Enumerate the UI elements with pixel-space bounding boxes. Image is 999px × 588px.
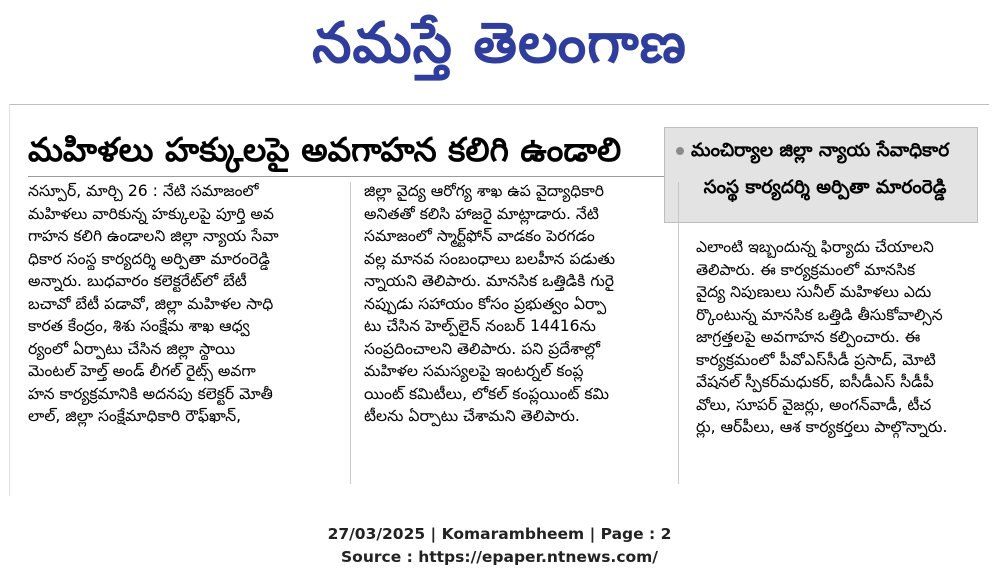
body-line: అనితతో కలిసి హాజరై మాట్లాడారు. నేటి xyxy=(364,204,599,223)
highlight-subhead-line-2: సంస్థ కార్యదర్శి అర్పితా మారంరెడ్డి xyxy=(703,177,947,198)
body-line: అన్నారు. బుధవారం కలెక్టరేట్‌లో బేటీ xyxy=(28,272,247,290)
body-line: నస్పూర్, మార్చి 26 : నేటి సమాజంలో xyxy=(28,182,259,200)
body-line: నప్పుడు సహాయం కోసం ప్రభుత్వం ఏర్పా xyxy=(364,294,607,313)
body-line: ర్కొంటున్న మానసిక ఒత్తిడి తీసుకోవాల్సిన xyxy=(696,305,943,324)
body-line: ధికార సంస్థ కార్యదర్శి అర్పితా మారంరెడ్డి xyxy=(28,249,270,268)
body-line: గాహన కలిగి ఉండాలని జిల్లా న్యాయ సేవా xyxy=(28,227,279,245)
body-line: ఎలాంటి ఇబ్బందున్న ఫిర్యాదు చేయాలని xyxy=(696,238,934,256)
headline-divider xyxy=(28,176,668,177)
body-line: బచావో బేటీ పడావో, జిల్లా మహిళల సాధి xyxy=(28,294,274,313)
body-line: టు చేసిన హెల్ప్‌లైన్ నంబర్ 14416ను xyxy=(364,317,596,335)
body-line: జిల్లా వైద్య ఆరోగ్య శాఖ ఉప వైద్యాధికారి xyxy=(364,182,605,200)
body-line: వోలు, సూపర్ వైజర్లు, అంగన్‌వాడీ, టీచ xyxy=(696,395,932,414)
edition-info: 27/03/2025 | Komarambheem | Page : 2 xyxy=(327,525,672,543)
body-line: ర్యంలో ఏర్పాటు చేసిన జిల్లా స్థాయి xyxy=(28,339,236,358)
highlight-subhead-line-1 xyxy=(676,136,974,166)
bullet-icon xyxy=(676,147,684,155)
body-line: కార్యక్రమంలో పీవోఎస్‌సీడీ ప్రసాద్, మోటి xyxy=(696,350,936,369)
body-line: లాల్, జిల్లా సంక్షేమాధికారి రౌఫ్‌ఖాన్, xyxy=(28,407,242,425)
article-headline: మహిళలు హక్కులపై అవగాహన కలిగి ఉండాలి xyxy=(28,130,622,169)
newspaper-masthead-logo: నమస్తే తెలంగాణ xyxy=(312,11,687,76)
body-line: సంప్రదించాలని తెలిపారు. పని ప్రదేశాల్లో xyxy=(364,339,601,358)
body-line: కారత కేంద్రం, శిశు సంక్షేమ శాఖ ఆధ్వ xyxy=(28,317,250,335)
body-line: మహిళలు వారికున్న హక్కులపై పూర్తి అవ xyxy=(28,204,274,223)
body-line: వేషనల్ స్పీకర్‌మధుకర్, ఐసీడీఎస్ సీడీపీ xyxy=(696,373,934,391)
body-line: హన కార్యక్రమానికి అదనపు కలెక్టర్ మోతీ xyxy=(28,384,273,403)
body-line: ర్లు, ఆర్‌పీలు, ఆశ కార్యకర్తలు పాల్గొన్నారు. xyxy=(696,418,948,436)
body-line: వైద్య నిపుణులు సునీల్ మహిళలు ఎదు xyxy=(696,283,932,301)
article-column-1 xyxy=(28,180,340,428)
body-line: న్నాయని తెలిపారు. మానసిక ఒత్తిడికి గురై xyxy=(364,272,615,290)
body-line: టీలను ఏర్పాటు చేశామని తెలిపారు. xyxy=(364,407,580,425)
body-line: జాగ్రత్తలపై అవగాహన కల్పించారు. ఈ xyxy=(696,328,921,346)
highlight-text-1: మంచిర్యాల జిల్లా న్యాయ సేవాధికార xyxy=(691,140,950,161)
column-divider xyxy=(678,182,679,484)
body-line: యింట్ కమిటీలు, లోకల్ కంప్లయింట్ కమి xyxy=(364,384,609,403)
article-column-3 xyxy=(696,236,980,439)
column-divider xyxy=(350,182,351,484)
body-line: సమాజంలో స్మార్ట్‌ఫోన్ వాడకం పెరగడం xyxy=(364,227,595,245)
body-line: తెలిపారు. ఈ కార్యక్రమంలో మానసిక xyxy=(696,260,916,279)
body-line: వల్ల మానవ సంబంధాలు బలహీన పడుతు xyxy=(364,249,616,268)
body-line: మహిళల సమస్యలపై ఇంటర్నల్ కంప్ల xyxy=(364,362,584,380)
source-link[interactable]: Source : https://epaper.ntnews.com/ xyxy=(341,548,658,566)
clipping-frame-edge xyxy=(9,104,10,496)
body-line: మెంటల్ హెల్త్ అండ్ లీగల్ రైట్స్ అవగా xyxy=(28,362,256,380)
article-column-2 xyxy=(364,180,664,428)
